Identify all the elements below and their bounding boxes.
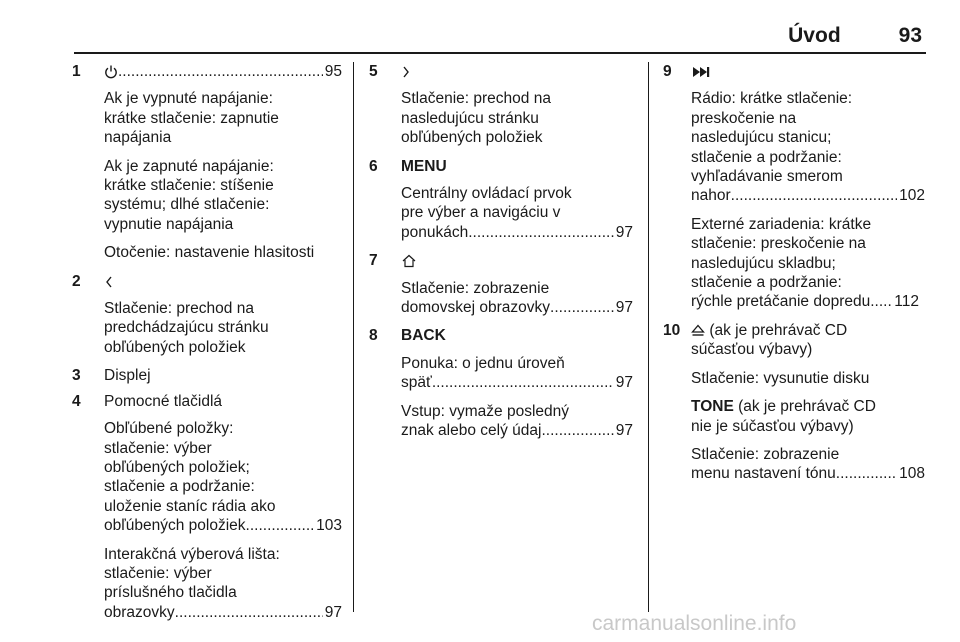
ref-text: späť bbox=[401, 374, 432, 392]
text-line: stlačenie: výber bbox=[104, 564, 212, 582]
page-header bbox=[0, 24, 922, 48]
item-number: 3 bbox=[72, 367, 81, 385]
text-line: stlačenie a podržanie: bbox=[104, 478, 255, 496]
page-ref[interactable]: 108 bbox=[899, 465, 925, 483]
paragraph bbox=[104, 419, 342, 535]
item-6 bbox=[369, 157, 633, 243]
page-ref[interactable]: 95 bbox=[324, 63, 342, 80]
paragraph bbox=[691, 215, 925, 312]
item-1-heading bbox=[104, 62, 342, 81]
item-number: 9 bbox=[663, 63, 672, 80]
text-line: Rádio: krátke stlačenie: bbox=[691, 90, 853, 108]
item-number: 10 bbox=[663, 321, 681, 339]
page-ref[interactable]: 102 bbox=[899, 187, 925, 205]
leader-dots bbox=[550, 298, 614, 317]
page-ref[interactable]: 97 bbox=[615, 422, 633, 440]
leader-dots bbox=[432, 373, 614, 392]
leader-dots bbox=[118, 62, 323, 81]
power-icon bbox=[104, 62, 118, 81]
next-track-icon bbox=[691, 62, 925, 81]
leader-dots bbox=[731, 186, 897, 205]
item-number: 5 bbox=[369, 63, 378, 80]
text-line: Stlačenie: vysunutie disku bbox=[691, 369, 870, 387]
page-ref[interactable]: 97 bbox=[615, 223, 633, 241]
text-line: pre výber a navigáciu v bbox=[401, 204, 561, 222]
page-ref[interactable]: 103 bbox=[316, 517, 342, 535]
page-reference bbox=[691, 292, 925, 311]
text-line: Centrálny ovládací prvok bbox=[401, 185, 572, 203]
text-line: krátke stlačenie: zapnutie bbox=[104, 109, 279, 127]
text-line: súčasťou výbavy) bbox=[691, 341, 813, 359]
watermark: carmanualsonline.info bbox=[592, 612, 797, 635]
page-reference bbox=[401, 223, 633, 242]
ref-text: znak alebo celý údaj bbox=[401, 422, 542, 440]
ref-text: ponukách bbox=[401, 223, 469, 241]
chevron-left-icon bbox=[104, 272, 342, 291]
text-line: krátke stlačenie: stíšenie bbox=[104, 177, 274, 195]
paragraph bbox=[104, 545, 342, 623]
column-divider bbox=[648, 62, 649, 612]
text-line: obľúbených položiek bbox=[104, 338, 246, 356]
paragraph bbox=[691, 89, 925, 205]
item-4 bbox=[72, 392, 342, 622]
text-line: Vstup: vymaže posledný bbox=[401, 402, 570, 420]
text-line: nasledujúcu stránku bbox=[401, 109, 539, 127]
page-reference bbox=[104, 603, 342, 622]
ref-text: obľúbených položiek bbox=[104, 517, 246, 535]
leader-dots bbox=[175, 603, 323, 622]
item-number: 6 bbox=[369, 157, 378, 175]
text-line: obľúbených položiek bbox=[401, 129, 543, 147]
text-line: Stlačenie: zobrazenie bbox=[401, 279, 550, 297]
text-line: Externé zariadenia: krátke bbox=[691, 215, 872, 233]
paragraph bbox=[104, 243, 342, 262]
ref-text: rýchle pretáčanie dopredu bbox=[691, 293, 871, 311]
home-icon bbox=[401, 251, 633, 270]
text-line: systému; dlhé stlačenie: bbox=[104, 196, 270, 214]
paragraph bbox=[691, 397, 925, 436]
item-2 bbox=[72, 272, 342, 358]
text-line: (ak je prehrávač CD bbox=[709, 321, 848, 339]
text-line: napájania bbox=[104, 129, 172, 147]
page-reference bbox=[401, 421, 633, 440]
eject-icon bbox=[691, 322, 705, 339]
text-line: predchádzajúcu stránku bbox=[104, 319, 269, 337]
page-reference bbox=[691, 186, 925, 205]
item-10-heading bbox=[691, 321, 925, 360]
item-label: BACK bbox=[401, 327, 446, 345]
column-3 bbox=[663, 62, 925, 493]
item-7 bbox=[369, 251, 633, 317]
text-line: Ponuka: o jednu úroveň bbox=[401, 354, 565, 372]
text-line: stlačenie a podržanie: bbox=[691, 274, 842, 292]
text-line: Stlačenie: prechod na bbox=[401, 90, 551, 108]
item-5 bbox=[369, 62, 633, 148]
column-2 bbox=[369, 62, 633, 450]
item-number: 4 bbox=[72, 392, 81, 410]
page-reference bbox=[104, 516, 342, 535]
item-label: Pomocné tlačidlá bbox=[104, 392, 223, 410]
paragraph bbox=[104, 89, 342, 147]
item-label: MENU bbox=[401, 157, 447, 175]
text-line: Ak je vypnuté napájanie: bbox=[104, 90, 273, 108]
paragraph bbox=[104, 157, 342, 235]
item-1 bbox=[72, 62, 342, 263]
column-1 bbox=[72, 62, 342, 631]
text-line: (ak je prehrávač CD bbox=[733, 398, 876, 416]
paragraph bbox=[401, 402, 633, 441]
ref-text: menu nastavení tónu bbox=[691, 465, 836, 483]
page-ref[interactable]: 97 bbox=[615, 299, 633, 317]
leader-dots bbox=[541, 421, 613, 440]
item-3 bbox=[72, 366, 342, 385]
text-line: Ak je zapnuté napájanie: bbox=[104, 157, 274, 175]
page-reference bbox=[691, 464, 925, 483]
text-line: stlačenie: výber bbox=[104, 439, 212, 457]
leader-dots bbox=[870, 292, 892, 311]
item-label: Displej bbox=[104, 367, 151, 385]
text-line: stlačenie: preskočenie na bbox=[691, 235, 866, 253]
item-10 bbox=[663, 321, 925, 484]
text-line: stlačenie a podržanie: bbox=[691, 148, 842, 166]
tone-label: TONE bbox=[691, 398, 734, 416]
leader-dots bbox=[836, 464, 897, 483]
leader-dots bbox=[246, 516, 315, 535]
page-reference bbox=[401, 298, 633, 317]
item-number: 8 bbox=[369, 327, 378, 345]
ref-text: obrazovky bbox=[104, 603, 175, 621]
paragraph bbox=[104, 299, 342, 357]
item-9 bbox=[663, 62, 925, 312]
paragraph bbox=[691, 369, 925, 388]
text-line: príslušného tlačidla bbox=[104, 584, 237, 602]
leader-dots bbox=[468, 223, 614, 242]
page-ref[interactable]: 97 bbox=[615, 374, 633, 392]
item-number: 1 bbox=[72, 63, 81, 80]
column-divider bbox=[353, 62, 354, 612]
text-line: nasledujúcu skladbu; bbox=[691, 254, 836, 272]
text-line: vypnutie napájania bbox=[104, 215, 234, 233]
page-ref[interactable]: 97 bbox=[324, 603, 342, 621]
ref-text: domovskej obrazovky bbox=[401, 299, 551, 317]
text-line: Interakčná výberová lišta: bbox=[104, 545, 280, 563]
paragraph bbox=[401, 279, 633, 318]
item-8 bbox=[369, 326, 633, 440]
item-number: 2 bbox=[72, 272, 81, 290]
page-title: Úvod bbox=[788, 24, 841, 47]
text-line: obľúbených položiek; bbox=[104, 458, 250, 476]
text-line: uloženie staníc rádia ako bbox=[104, 497, 276, 515]
text-line: nasledujúcu stanicu; bbox=[691, 129, 832, 147]
text-line: nie je súčasťou výbavy) bbox=[691, 417, 854, 435]
paragraph bbox=[691, 445, 925, 484]
header-rule bbox=[74, 52, 926, 54]
ref-text: nahor bbox=[691, 187, 731, 205]
paragraph bbox=[401, 89, 633, 147]
chevron-right-icon bbox=[401, 62, 633, 81]
text-line: Stlačenie: zobrazenie bbox=[691, 445, 840, 463]
text-line: Obľúbené položky: bbox=[104, 420, 234, 438]
page-reference bbox=[401, 373, 633, 392]
text-line: preskočenie na bbox=[691, 109, 797, 127]
paragraph bbox=[401, 184, 633, 242]
page-number: 93 bbox=[898, 24, 922, 47]
text-line: vyhľadávanie smerom bbox=[691, 168, 843, 186]
page-ref[interactable]: 112 bbox=[894, 293, 919, 311]
text-line: Stlačenie: prechod na bbox=[104, 300, 254, 318]
paragraph bbox=[401, 354, 633, 393]
item-number: 7 bbox=[369, 252, 378, 270]
text-line: Otočenie: nastavenie hlasitosti bbox=[104, 244, 315, 262]
